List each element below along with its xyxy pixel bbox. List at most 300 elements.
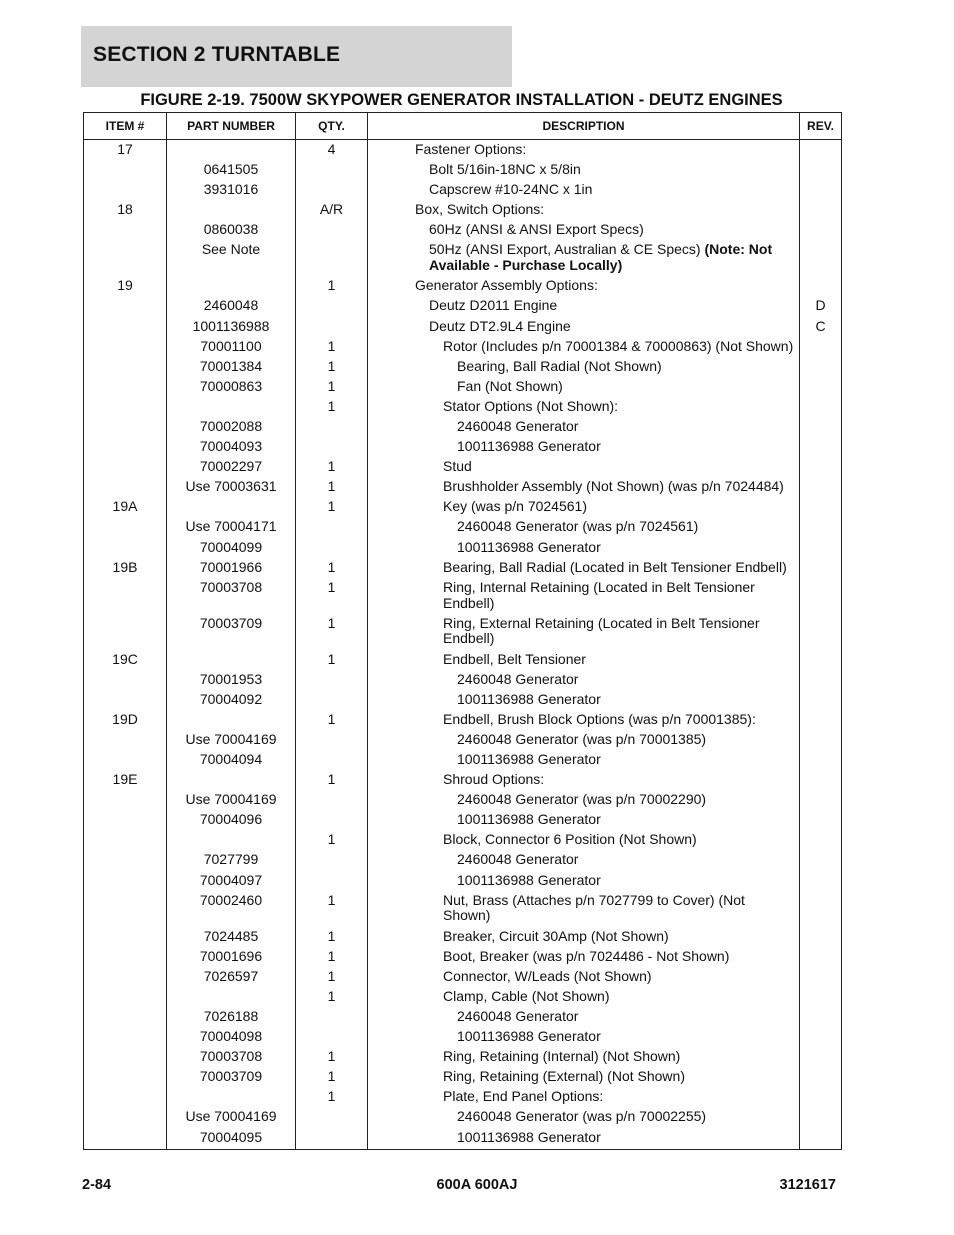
- item-number-cell: [84, 830, 167, 850]
- section-title: SECTION 2 TURNTABLE: [93, 43, 341, 66]
- description-cell: [368, 437, 800, 457]
- part-number-cell: [167, 140, 296, 161]
- part-number-cell: 70003709: [167, 1067, 296, 1087]
- description-cell: [368, 730, 800, 750]
- part-number-cell: 0641505: [167, 160, 296, 180]
- description-cell: [368, 1128, 800, 1150]
- description-cell: [368, 1087, 800, 1107]
- description-label: 2460048 Generator: [457, 670, 579, 687]
- item-number-cell: [84, 1007, 167, 1027]
- rev-cell: [800, 710, 842, 730]
- qty-cell: 4: [296, 140, 368, 161]
- item-number-cell: [84, 457, 167, 477]
- description-label: Shroud Options:: [443, 771, 545, 788]
- item-number-cell: [84, 987, 167, 1007]
- description-cell: [368, 317, 800, 337]
- part-number-cell: 3931016: [167, 180, 296, 200]
- rev-cell: [800, 457, 842, 477]
- table-row: [84, 160, 842, 180]
- item-number-cell: 19E: [84, 770, 167, 790]
- qty-cell: [296, 180, 368, 200]
- header-row: [84, 113, 842, 140]
- table-row: [84, 437, 842, 457]
- table-row: [84, 538, 842, 558]
- item-number-cell: [84, 220, 167, 240]
- parts-table: [83, 112, 842, 1150]
- rev-cell: [800, 220, 842, 240]
- table-row: [84, 397, 842, 417]
- part-number-cell: 70004098: [167, 1027, 296, 1047]
- description-label: 2460048 Generator (was p/n 70001385): [457, 730, 707, 747]
- parts-table-body: [84, 140, 842, 1150]
- description-text: [368, 672, 796, 688]
- rev-cell: [800, 477, 842, 497]
- description-label: Endbell, Belt Tensioner: [443, 650, 586, 667]
- item-number-cell: 19C: [84, 650, 167, 670]
- item-number-cell: [84, 417, 167, 437]
- item-number-cell: 19A: [84, 497, 167, 517]
- rev-cell: [800, 830, 842, 850]
- description-label: Box, Switch Options:: [415, 201, 545, 218]
- part-number-cell: [167, 1087, 296, 1107]
- rev-cell: D: [800, 296, 842, 316]
- qty-cell: [296, 730, 368, 750]
- item-number-cell: 19D: [84, 710, 167, 730]
- item-number-cell: [84, 967, 167, 987]
- rev-cell: [800, 790, 842, 810]
- description-cell: [368, 967, 800, 987]
- table-row: [84, 1027, 842, 1047]
- qty-cell: 1: [296, 357, 368, 377]
- table-row: [84, 670, 842, 690]
- item-number-cell: [84, 1128, 167, 1150]
- description-label: Key (was p/n 7024561): [443, 498, 587, 515]
- rev-cell: [800, 140, 842, 161]
- column-header-description: DESCRIPTION: [368, 113, 800, 140]
- qty-cell: [296, 790, 368, 810]
- description-text: [368, 772, 796, 788]
- description-cell: [368, 296, 800, 316]
- description-text: [368, 222, 796, 238]
- description-cell: [368, 276, 800, 296]
- item-number-cell: [84, 317, 167, 337]
- item-number-cell: [84, 180, 167, 200]
- description-label: Stator Options (Not Shown):: [443, 397, 619, 414]
- description-text: [368, 202, 796, 218]
- item-number-cell: [84, 730, 167, 750]
- column-header-part-number: PART NUMBER: [167, 113, 296, 140]
- description-text: [368, 319, 796, 335]
- rev-cell: [800, 730, 842, 750]
- item-number-cell: [84, 1087, 167, 1107]
- description-cell: [368, 417, 800, 437]
- description-text: [368, 712, 796, 728]
- qty-cell: 1: [296, 650, 368, 670]
- description-cell: [368, 477, 800, 497]
- part-number-cell: [167, 650, 296, 670]
- item-number-cell: [84, 517, 167, 537]
- qty-cell: 1: [296, 614, 368, 650]
- part-number-cell: 70001953: [167, 670, 296, 690]
- description-text: [368, 379, 796, 395]
- qty-cell: A/R: [296, 200, 368, 220]
- description-cell: [368, 871, 800, 891]
- qty-cell: 1: [296, 578, 368, 614]
- figure-title: FIGURE 2-19. 7500W SKYPOWER GENERATOR INSTALLATION - DEUTZ ENGINES: [140, 91, 783, 109]
- part-number-cell: 70004096: [167, 810, 296, 830]
- description-cell: [368, 538, 800, 558]
- table-row: [84, 1128, 842, 1150]
- qty-cell: [296, 160, 368, 180]
- part-number-cell: [167, 987, 296, 1007]
- rev-cell: [800, 750, 842, 770]
- description-label: Fastener Options:: [415, 141, 527, 157]
- parts-table-header: [84, 113, 842, 140]
- table-row: [84, 1107, 842, 1127]
- table-row: [84, 710, 842, 730]
- part-number-cell: 70002460: [167, 891, 296, 927]
- description-cell: [368, 337, 800, 357]
- description-label: Brushholder Assembly (Not Shown) (was p/n 7024484): [443, 478, 784, 495]
- description-text: [368, 1009, 796, 1025]
- qty-cell: [296, 1107, 368, 1127]
- item-number-cell: [84, 810, 167, 830]
- part-number-cell: 70003709: [167, 614, 296, 650]
- description-label: Bolt 5/16in-18NC x 5/8in: [429, 161, 581, 178]
- description-label: 1001136988 Generator: [457, 1028, 601, 1045]
- description-text: [368, 580, 796, 612]
- description-text: [368, 459, 796, 475]
- description-cell: [368, 891, 800, 927]
- description-label: 1001136988 Generator: [457, 871, 601, 888]
- item-number-cell: [84, 690, 167, 710]
- item-number-cell: [84, 927, 167, 947]
- rev-cell: [800, 1047, 842, 1067]
- column-header-rev: REV.: [800, 113, 842, 140]
- rev-cell: [800, 357, 842, 377]
- rev-cell: [800, 578, 842, 614]
- part-number-cell: 70001696: [167, 947, 296, 967]
- description-label: 1001136988 Generator: [457, 811, 601, 828]
- description-label: Deutz D2011 Engine: [429, 297, 558, 314]
- part-number-cell: [167, 710, 296, 730]
- rev-cell: [800, 614, 842, 650]
- table-row: [84, 558, 842, 578]
- rev-cell: [800, 810, 842, 830]
- description-cell: [368, 830, 800, 850]
- description-cell: [368, 850, 800, 870]
- description-cell: [368, 670, 800, 690]
- description-label: Fan (Not Shown): [457, 377, 563, 394]
- item-number-cell: 18: [84, 200, 167, 220]
- item-number-cell: [84, 947, 167, 967]
- rev-cell: [800, 397, 842, 417]
- part-number-cell: 7026188: [167, 1007, 296, 1027]
- rev-cell: [800, 538, 842, 558]
- description-cell: [368, 497, 800, 517]
- qty-cell: 1: [296, 276, 368, 296]
- item-number-cell: [84, 1027, 167, 1047]
- part-number-cell: 70004099: [167, 538, 296, 558]
- description-label: Clamp, Cable (Not Shown): [443, 987, 610, 1004]
- rev-cell: [800, 670, 842, 690]
- description-label: Capscrew #10-24NC x 1in: [429, 181, 593, 198]
- rev-cell: [800, 160, 842, 180]
- table-row: [84, 987, 842, 1007]
- rev-cell: [800, 558, 842, 578]
- item-number-cell: 19: [84, 276, 167, 296]
- item-number-cell: [84, 240, 167, 276]
- description-label: Ring, External Retaining (Located in Belt Tensioner Endbell): [443, 614, 760, 647]
- item-number-cell: [84, 578, 167, 614]
- part-number-cell: 70004095: [167, 1128, 296, 1150]
- table-row: [84, 417, 842, 437]
- table-row: [84, 296, 842, 316]
- description-label: 2460048 Generator: [457, 418, 579, 435]
- qty-cell: [296, 538, 368, 558]
- qty-cell: 1: [296, 710, 368, 730]
- description-text: [368, 692, 796, 708]
- description-text: [368, 162, 796, 178]
- item-number-cell: [84, 377, 167, 397]
- description-cell: [368, 1007, 800, 1027]
- description-label: 2460048 Generator (was p/n 70002255): [457, 1108, 707, 1125]
- part-number-cell: 1001136988: [167, 317, 296, 337]
- qty-cell: 1: [296, 770, 368, 790]
- description-text: [368, 182, 796, 198]
- qty-cell: [296, 750, 368, 770]
- item-number-cell: [84, 1107, 167, 1127]
- rev-cell: [800, 517, 842, 537]
- description-label: 1001136988 Generator: [457, 438, 601, 455]
- description-label: 1001136988 Generator: [457, 690, 601, 707]
- rev-cell: [800, 1027, 842, 1047]
- rev-cell: [800, 200, 842, 220]
- description-text: [368, 1029, 796, 1045]
- section-header: [81, 26, 512, 87]
- footer-page-number: 2-84: [82, 1177, 112, 1193]
- rev-cell: [800, 417, 842, 437]
- table-row: [84, 614, 842, 650]
- description-label: Breaker, Circuit 30Amp (Not Shown): [443, 927, 669, 944]
- rev-cell: [800, 497, 842, 517]
- description-text: [368, 560, 796, 576]
- qty-cell: 1: [296, 397, 368, 417]
- rev-cell: [800, 437, 842, 457]
- description-label: Endbell, Brush Block Options (was p/n 70001385):: [443, 710, 756, 727]
- part-number-cell: See Note: [167, 240, 296, 276]
- table-row: [84, 1067, 842, 1087]
- rev-cell: [800, 871, 842, 891]
- item-number-cell: [84, 790, 167, 810]
- qty-cell: 1: [296, 558, 368, 578]
- description-cell: [368, 1027, 800, 1047]
- part-number-cell: 7027799: [167, 850, 296, 870]
- qty-cell: 1: [296, 477, 368, 497]
- table-row: [84, 1007, 842, 1027]
- part-number-cell: 70004093: [167, 437, 296, 457]
- table-row: [84, 1047, 842, 1067]
- description-text: [368, 339, 796, 355]
- item-number-cell: [84, 397, 167, 417]
- description-text: [368, 142, 796, 158]
- table-row: [84, 1087, 842, 1107]
- description-label: Connector, W/Leads (Not Shown): [443, 967, 652, 984]
- description-cell: [368, 614, 800, 650]
- rev-cell: [800, 377, 842, 397]
- qty-cell: 1: [296, 457, 368, 477]
- description-label: 1001136988 Generator: [457, 751, 601, 768]
- rev-cell: [800, 891, 842, 927]
- description-cell: [368, 517, 800, 537]
- rev-cell: [800, 770, 842, 790]
- description-label: Plate, End Panel Options:: [443, 1088, 604, 1105]
- description-cell: [368, 160, 800, 180]
- description-text: [368, 1109, 796, 1125]
- description-text: [368, 969, 796, 985]
- rev-cell: [800, 1107, 842, 1127]
- description-label: 1001136988 Generator: [457, 1128, 601, 1145]
- description-text: [368, 1130, 796, 1146]
- description-text: [368, 499, 796, 515]
- part-number-cell: 70001966: [167, 558, 296, 578]
- description-text: [368, 732, 796, 748]
- description-cell: [368, 790, 800, 810]
- part-number-cell: Use 70004169: [167, 730, 296, 750]
- description-text: [368, 242, 796, 274]
- qty-cell: [296, 871, 368, 891]
- qty-cell: [296, 1027, 368, 1047]
- description-label: Rotor (Includes p/n 70001384 & 70000863) (Not Shown): [443, 337, 794, 354]
- qty-cell: [296, 417, 368, 437]
- table-row: [84, 947, 842, 967]
- table-row: [84, 200, 842, 220]
- table-row: [84, 220, 842, 240]
- item-number-cell: [84, 477, 167, 497]
- part-number-cell: Use 70004169: [167, 790, 296, 810]
- item-number-cell: [84, 850, 167, 870]
- part-number-cell: 70002297: [167, 457, 296, 477]
- rev-cell: [800, 337, 842, 357]
- description-label: 2460048 Generator (was p/n 7024561): [457, 518, 699, 535]
- rev-cell: C: [800, 317, 842, 337]
- rev-cell: [800, 947, 842, 967]
- description-cell: [368, 357, 800, 377]
- part-number-cell: [167, 497, 296, 517]
- qty-cell: 1: [296, 830, 368, 850]
- part-number-cell: 7026597: [167, 967, 296, 987]
- rev-cell: [800, 927, 842, 947]
- table-row: [84, 377, 842, 397]
- description-cell: [368, 200, 800, 220]
- description-label: 2460048 Generator: [457, 851, 579, 868]
- table-row: [84, 457, 842, 477]
- description-cell: [368, 578, 800, 614]
- footer-model: 600A 600AJ: [436, 1177, 518, 1193]
- table-row: [84, 650, 842, 670]
- part-number-cell: 2460048: [167, 296, 296, 316]
- table-row: [84, 891, 842, 927]
- rev-cell: [800, 240, 842, 276]
- part-number-cell: 70003708: [167, 1047, 296, 1067]
- qty-cell: 1: [296, 1067, 368, 1087]
- description-label: 2460048 Generator (was p/n 70002290): [457, 791, 707, 808]
- description-label: Generator Assembly Options:: [415, 277, 598, 294]
- part-number-cell: 70004097: [167, 871, 296, 891]
- description-text: [368, 359, 796, 375]
- description-label: 50Hz (ANSI Export, Australian & CE Specs): [429, 241, 705, 258]
- qty-cell: 1: [296, 927, 368, 947]
- qty-cell: 1: [296, 891, 368, 927]
- table-row: [84, 871, 842, 891]
- description-label: Stud: [443, 458, 472, 475]
- part-number-cell: Use 70003631: [167, 477, 296, 497]
- description-text: [368, 1089, 796, 1105]
- item-number-cell: [84, 891, 167, 927]
- part-number-cell: 70001100: [167, 337, 296, 357]
- description-label: Block, Connector 6 Position (Not Shown): [443, 831, 697, 848]
- table-row: [84, 810, 842, 830]
- description-text: [368, 949, 796, 965]
- description-cell: [368, 1067, 800, 1087]
- table-row: [84, 317, 842, 337]
- column-header-item: ITEM #: [84, 113, 167, 140]
- qty-cell: 1: [296, 497, 368, 517]
- description-label: 60Hz (ANSI & ANSI Export Specs): [429, 221, 644, 238]
- table-row: [84, 578, 842, 614]
- table-row: [84, 967, 842, 987]
- qty-cell: [296, 240, 368, 276]
- table-row: [84, 517, 842, 537]
- description-cell: [368, 377, 800, 397]
- item-number-cell: [84, 614, 167, 650]
- description-text: [368, 812, 796, 828]
- qty-cell: [296, 437, 368, 457]
- table-row: [84, 770, 842, 790]
- description-text: [368, 893, 796, 925]
- table-row: [84, 790, 842, 810]
- part-number-cell: 7024485: [167, 927, 296, 947]
- description-label: Ring, Internal Retaining (Located in Belt Tensioner Endbell): [443, 578, 755, 611]
- item-number-cell: [84, 160, 167, 180]
- qty-cell: 1: [296, 1047, 368, 1067]
- item-number-cell: [84, 357, 167, 377]
- part-number-cell: 70001384: [167, 357, 296, 377]
- table-row: [84, 850, 842, 870]
- item-number-cell: [84, 437, 167, 457]
- rev-cell: [800, 180, 842, 200]
- qty-cell: 1: [296, 947, 368, 967]
- item-number-cell: 19B: [84, 558, 167, 578]
- description-text: [368, 419, 796, 435]
- description-cell: [368, 710, 800, 730]
- description-label: 2460048 Generator: [457, 1007, 579, 1024]
- description-text: [368, 989, 796, 1005]
- description-text: [368, 298, 796, 314]
- footer-doc-number: 3121617: [779, 1177, 836, 1193]
- rev-cell: [800, 967, 842, 987]
- description-text: [368, 540, 796, 556]
- description-cell: [368, 770, 800, 790]
- qty-cell: 1: [296, 987, 368, 1007]
- part-number-cell: [167, 830, 296, 850]
- qty-cell: [296, 850, 368, 870]
- description-text: [368, 1069, 796, 1085]
- item-number-cell: [84, 337, 167, 357]
- description-note: (Note: Not Available - Purchase Locally): [429, 241, 773, 274]
- description-text: [368, 399, 796, 415]
- description-text: [368, 278, 796, 294]
